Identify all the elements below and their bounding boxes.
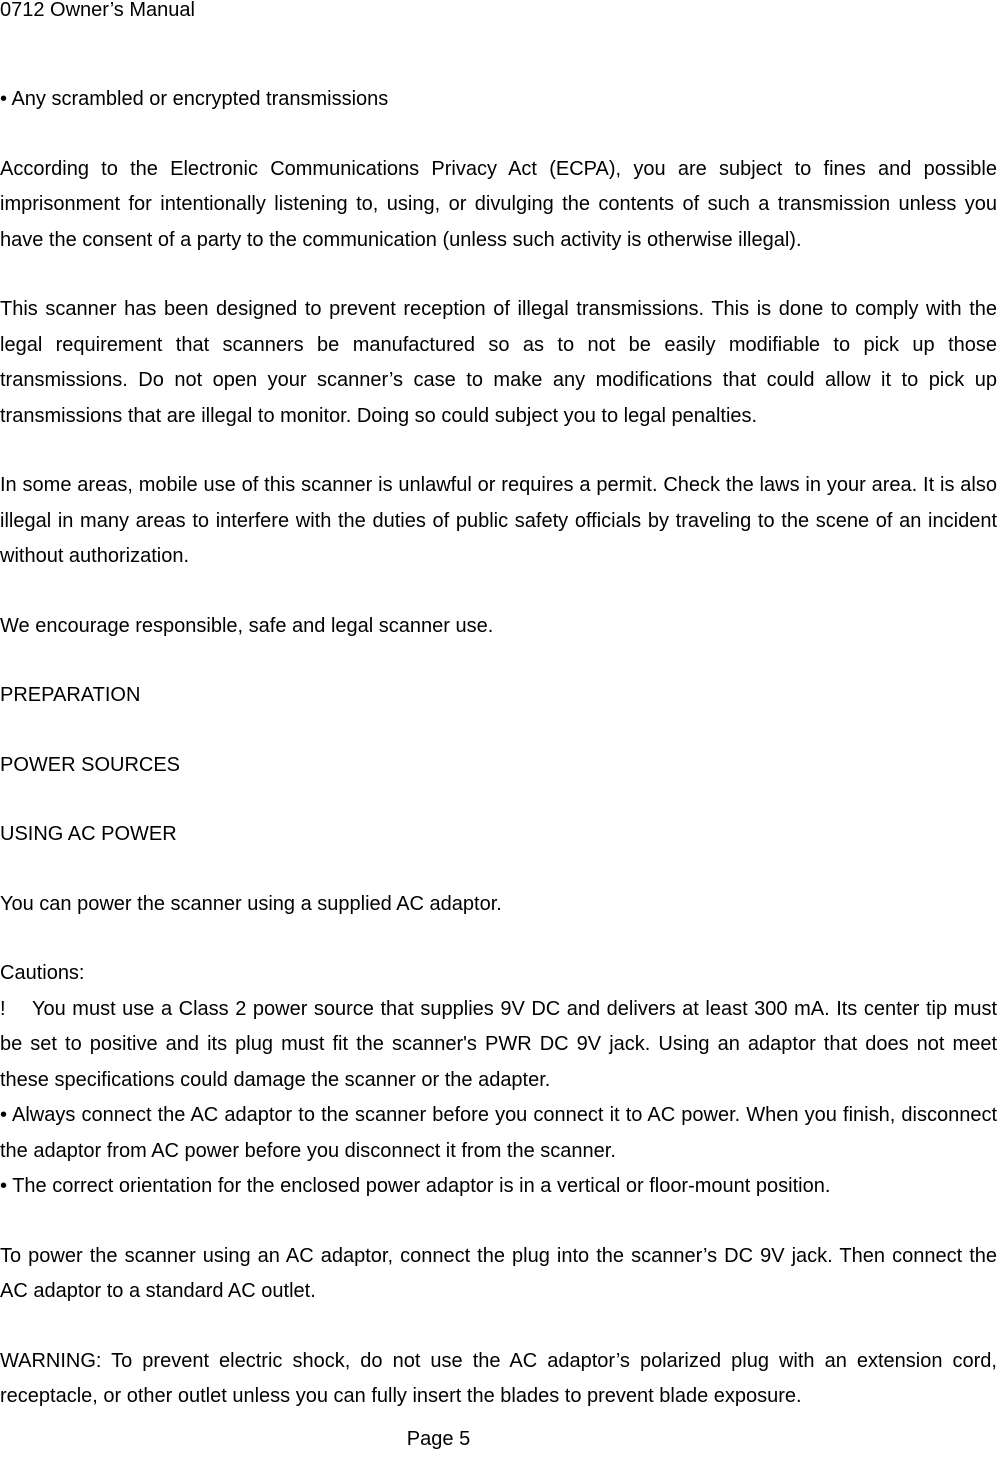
caution-item-power-source <box>0 992 997 1099</box>
heading-preparation: PREPARATION <box>0 684 141 706</box>
caution-item-connect-order: • Always connect the AC adaptor to the scanner before you connect it to AC power. When you finish, disconnect the adaptor from AC power before you disconnect it from the scanner. <box>0 1104 997 1162</box>
caution-marker: ! <box>0 997 6 1020</box>
caution-item-orientation: • The correct orientation for the enclosed power adaptor is in a vertical or floor-mount position. <box>0 1175 831 1197</box>
caution-power-source-text: You must use a Class 2 power source that supplies 9V DC and delivers at least 300 mA. Its center tip must be set to positive and its plug must fit the scanner's PWR DC 9V jack. Using an adaptor that does not meet these specifications could damage the scanner or the adapter. <box>0 997 997 1091</box>
ecpa-paragraph: According to the Electronic Communications Privacy Act (ECPA), you are subject to fines and possible imprisonment for intentionally listening to, using, or divulging the contents of such a transmission unless you have the consent of a party to the communication (unless such activity is otherwise illegal). <box>0 157 997 251</box>
heading-using-ac-power: USING AC POWER <box>0 823 177 845</box>
responsible-use-paragraph: We encourage responsible, safe and legal scanner use. <box>0 614 494 637</box>
bullet-scrambled-transmissions: • Any scrambled or encrypted transmissions <box>0 88 389 110</box>
connect-instructions-paragraph: To power the scanner using an AC adaptor, connect the plug into the scanner’s DC 9V jack. Then connect the AC adaptor to a standard AC outlet. <box>0 1244 997 1302</box>
cautions-label: Cautions: <box>0 962 85 984</box>
mobile-use-paragraph: In some areas, mobile use of this scanner is unlawful or requires a permit. Check the laws in your area. It is also illegal in many areas to interfere with the duties of public safety officials by traveling to the scene of an incident without authorization. <box>0 474 997 567</box>
scanner-design-paragraph: This scanner has been designed to prevent reception of illegal transmissions. This is done to comply with the legal requirement that scanners be manufactured so as to not be easily modifiable to pick up those transmissions. Do not open your scanner’s case to make any modifications that could allow it to pick up transmissions that are illegal to monitor. Doing so could subject you to legal penalties. <box>0 298 997 427</box>
heading-power-sources: POWER SOURCES <box>0 753 181 776</box>
page-number: Page 5 <box>406 1428 471 1450</box>
document-header: 0712 Owner’s Manual <box>0 0 195 21</box>
ac-adaptor-intro: You can power the scanner using a supplied AC adaptor. <box>0 892 502 915</box>
page-content <box>0 82 997 1415</box>
warning-paragraph: WARNING: To prevent electric shock, do not use the AC adaptor’s polarized plug with an extension cord, receptacle, or other outlet unless you can fully insert the blades to prevent blade exposure. <box>0 1349 997 1407</box>
